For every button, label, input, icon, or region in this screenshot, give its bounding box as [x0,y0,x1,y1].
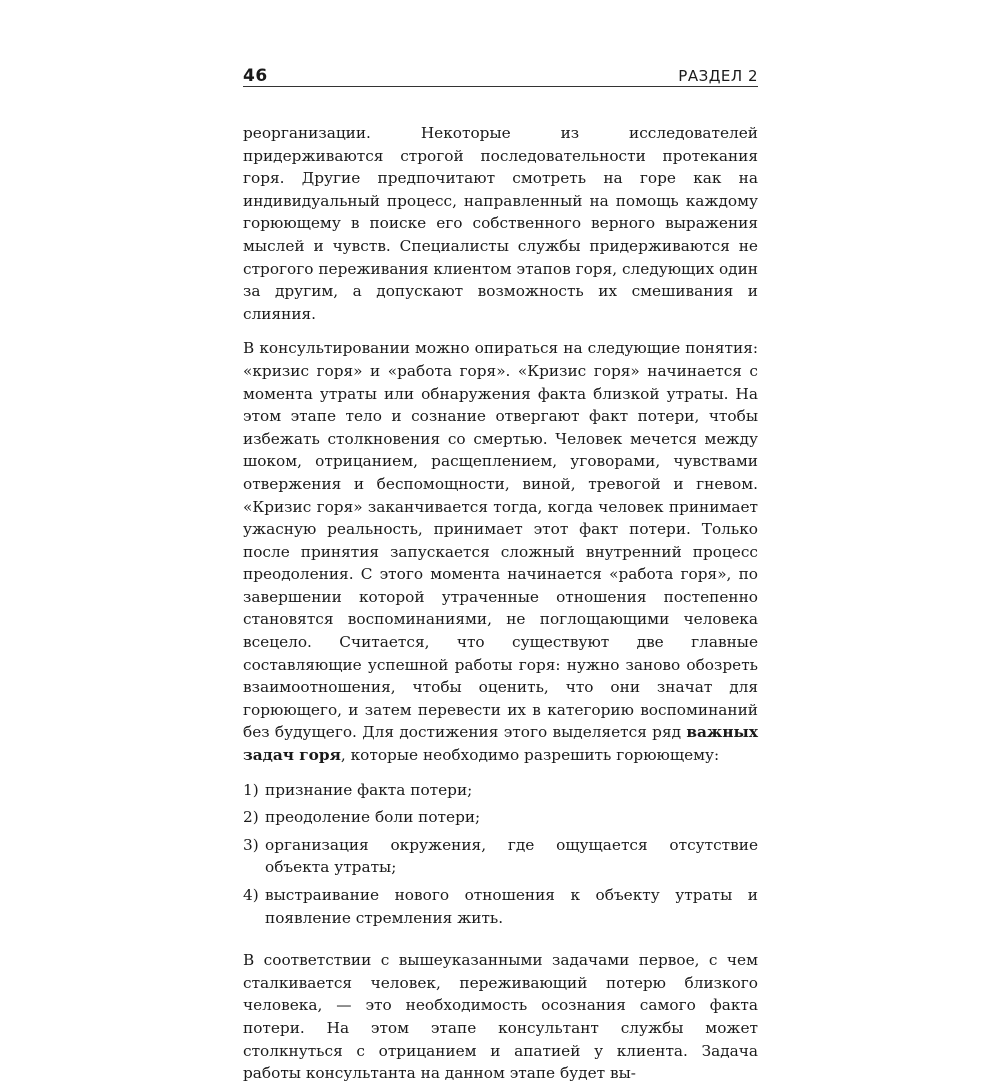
list-item-text: выстраивание нового отношения к объекту утраты и появление стремления жить. [265,886,758,927]
list-item [243,806,758,829]
paragraph-2 [243,337,758,766]
list-item-number: 3) [243,835,259,854]
paragraph-3: В соответствии с вышеуказанными задачами первое, с чем сталкивается человек, переживающий потерю близкого человека, — это необходимость осознания самого факта потери. На этом этапе консультант службы может столкнуться с отрицанием и апатией у клиента. Задача работы консультанта на данном этапе будет вы- [243,951,758,1083]
paragraph-2-end: , которые необходимо разрешить горюющему: [340,746,720,765]
page-number: 46 [243,66,268,86]
list-item-text: преодоление боли потери; [265,808,481,827]
list-item-number: 4) [243,886,259,904]
running-header [243,66,758,88]
header-rule [243,86,758,87]
list-item-number: 2) [243,808,259,827]
list-item [243,834,758,879]
list-item [243,779,758,802]
list-item-text: организация окружения, где ощущается отсутствие объекта утраты; [265,835,758,877]
grief-tasks-list [243,779,758,930]
paragraph-1: реорганизации. Некоторые из исследователей придерживаются строгой последовательности протекания горя. Другие предпочитают смотреть на горе как на индивидуальный процесс, направленный на помощь каждому горюющему в поиске его собственного верного выражения мыслей и чувств. Специалисты службы придерживаются не строгого переживания клиентом этапов горя, следующих один за другим, а допускают возможность их смешивания и слияния. [243,124,758,323]
section-title: РАЗДЕЛ 2 [678,67,758,85]
grief-tasks-term: важных задач горя [243,723,758,765]
list-item [243,884,758,929]
list-item-number: 1) [243,780,259,799]
list-item-text: признание факта потери; [265,780,473,799]
body-text [243,122,758,1085]
paragraph-2-start: В консультировании можно опираться на следующие понятия: «кризис горя» и «работа горя». «Кризис горя» начинается с момента утраты или обнаружения факта близкой утраты. На этом этапе тело и сознание отвергают факт потери, чтобы избежать столкновения со смертью. Человек мечется между шоком, отрицанием, расщеплением, уговорами, чувствами отвержения и беспомощности, виной, тревогой и гневом. «Кризис горя» заканчивается тогда, когда человек принимает ужасную реальность, принимает этот факт потери. Только после принятия запускается сложный внутренний процесс преодоления. С этого момента начинается «работа горя», по завершении которой утраченные отношения постепенно становятся воспоминаниями, не поглощающими человека всецело. Считается, что существуют две главные составляющие успешной работы горя: нужно заново обозреть взаимоотношения, чтобы оценить, что они значат для горюющего, и затем перевести их в категорию воспоминаний без будущего. Для достижения этого выделяется ряд [243,339,758,742]
